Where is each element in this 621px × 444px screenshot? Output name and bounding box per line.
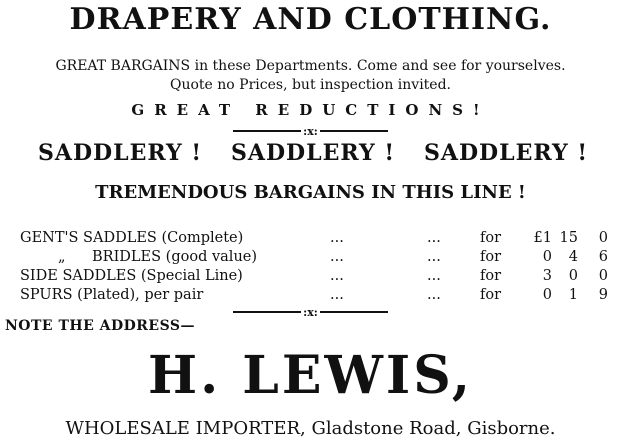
- price-pence: 0: [598, 268, 608, 284]
- price-shillings: 0: [568, 268, 578, 284]
- price-pence: 0: [598, 230, 608, 246]
- leader-dots: ...: [330, 268, 344, 284]
- leader-dots: ...: [427, 287, 441, 303]
- leader-dots: ...: [427, 230, 441, 246]
- price-row: [20, 229, 615, 248]
- price-shillings: 4: [568, 249, 578, 265]
- headline: DRAPERY AND CLOTHING.: [69, 2, 552, 37]
- intro-line-1: GREAT BARGAINS in these Departments. Come and see for yourselves.: [55, 58, 566, 74]
- leader-dots: ...: [330, 287, 344, 303]
- for-label: for: [480, 287, 502, 303]
- merchant-address: WHOLESALE IMPORTER, Gladstone Road, Gisborne.: [65, 418, 556, 439]
- leader-dots: ...: [330, 249, 344, 265]
- merchant-name: H. LEWIS,: [147, 345, 474, 406]
- price-row: [20, 286, 615, 305]
- reductions-heading: GREAT REDUCTIONS!: [131, 101, 490, 119]
- leader-dots: ...: [427, 268, 441, 284]
- note-address: NOTE THE ADDRESS—: [5, 318, 196, 334]
- price-row: [20, 267, 615, 286]
- tremendous-heading: TREMENDOUS BARGAINS IN THIS LINE !: [95, 182, 526, 203]
- for-label: for: [480, 268, 502, 284]
- separator-mark: :x:: [303, 124, 318, 138]
- rule-right: [320, 130, 388, 132]
- rule-right: [320, 311, 388, 313]
- for-label: for: [480, 230, 502, 246]
- intro-line-2: Quote no Prices, but inspection invited.: [169, 77, 451, 93]
- leader-dots: ...: [427, 249, 441, 265]
- saddlery-text: SADDLERY !: [231, 140, 395, 166]
- saddlery-text: SADDLERY !: [38, 140, 202, 166]
- price-shillings: 1: [568, 287, 578, 303]
- separator-top: [0, 124, 621, 138]
- price-row: [20, 248, 615, 267]
- price-pounds: £1: [533, 230, 552, 246]
- saddlery-text: SADDLERY !: [424, 140, 588, 166]
- item-label: BRIDLES (good value): [92, 249, 258, 265]
- price-pounds: 3: [542, 268, 552, 284]
- item-label: GENT'S SADDLES (Complete): [20, 230, 244, 246]
- leader-dots: ...: [330, 230, 344, 246]
- for-label: for: [480, 249, 502, 265]
- item-label: SPURS (Plated), per pair: [20, 287, 204, 303]
- price-pounds: 0: [542, 249, 552, 265]
- separator-mark: :x:: [303, 305, 318, 319]
- price-pence: 6: [598, 249, 608, 265]
- saddlery-row: [38, 140, 588, 166]
- rule-left: [233, 311, 301, 313]
- separator-bottom: [0, 305, 621, 319]
- ditto-mark: „: [58, 249, 66, 265]
- price-list: [20, 229, 615, 305]
- item-label: SIDE SADDLES (Special Line): [20, 268, 243, 284]
- price-pence: 9: [598, 287, 608, 303]
- rule-left: [233, 130, 301, 132]
- price-shillings: 15: [559, 230, 578, 246]
- price-pounds: 0: [542, 287, 552, 303]
